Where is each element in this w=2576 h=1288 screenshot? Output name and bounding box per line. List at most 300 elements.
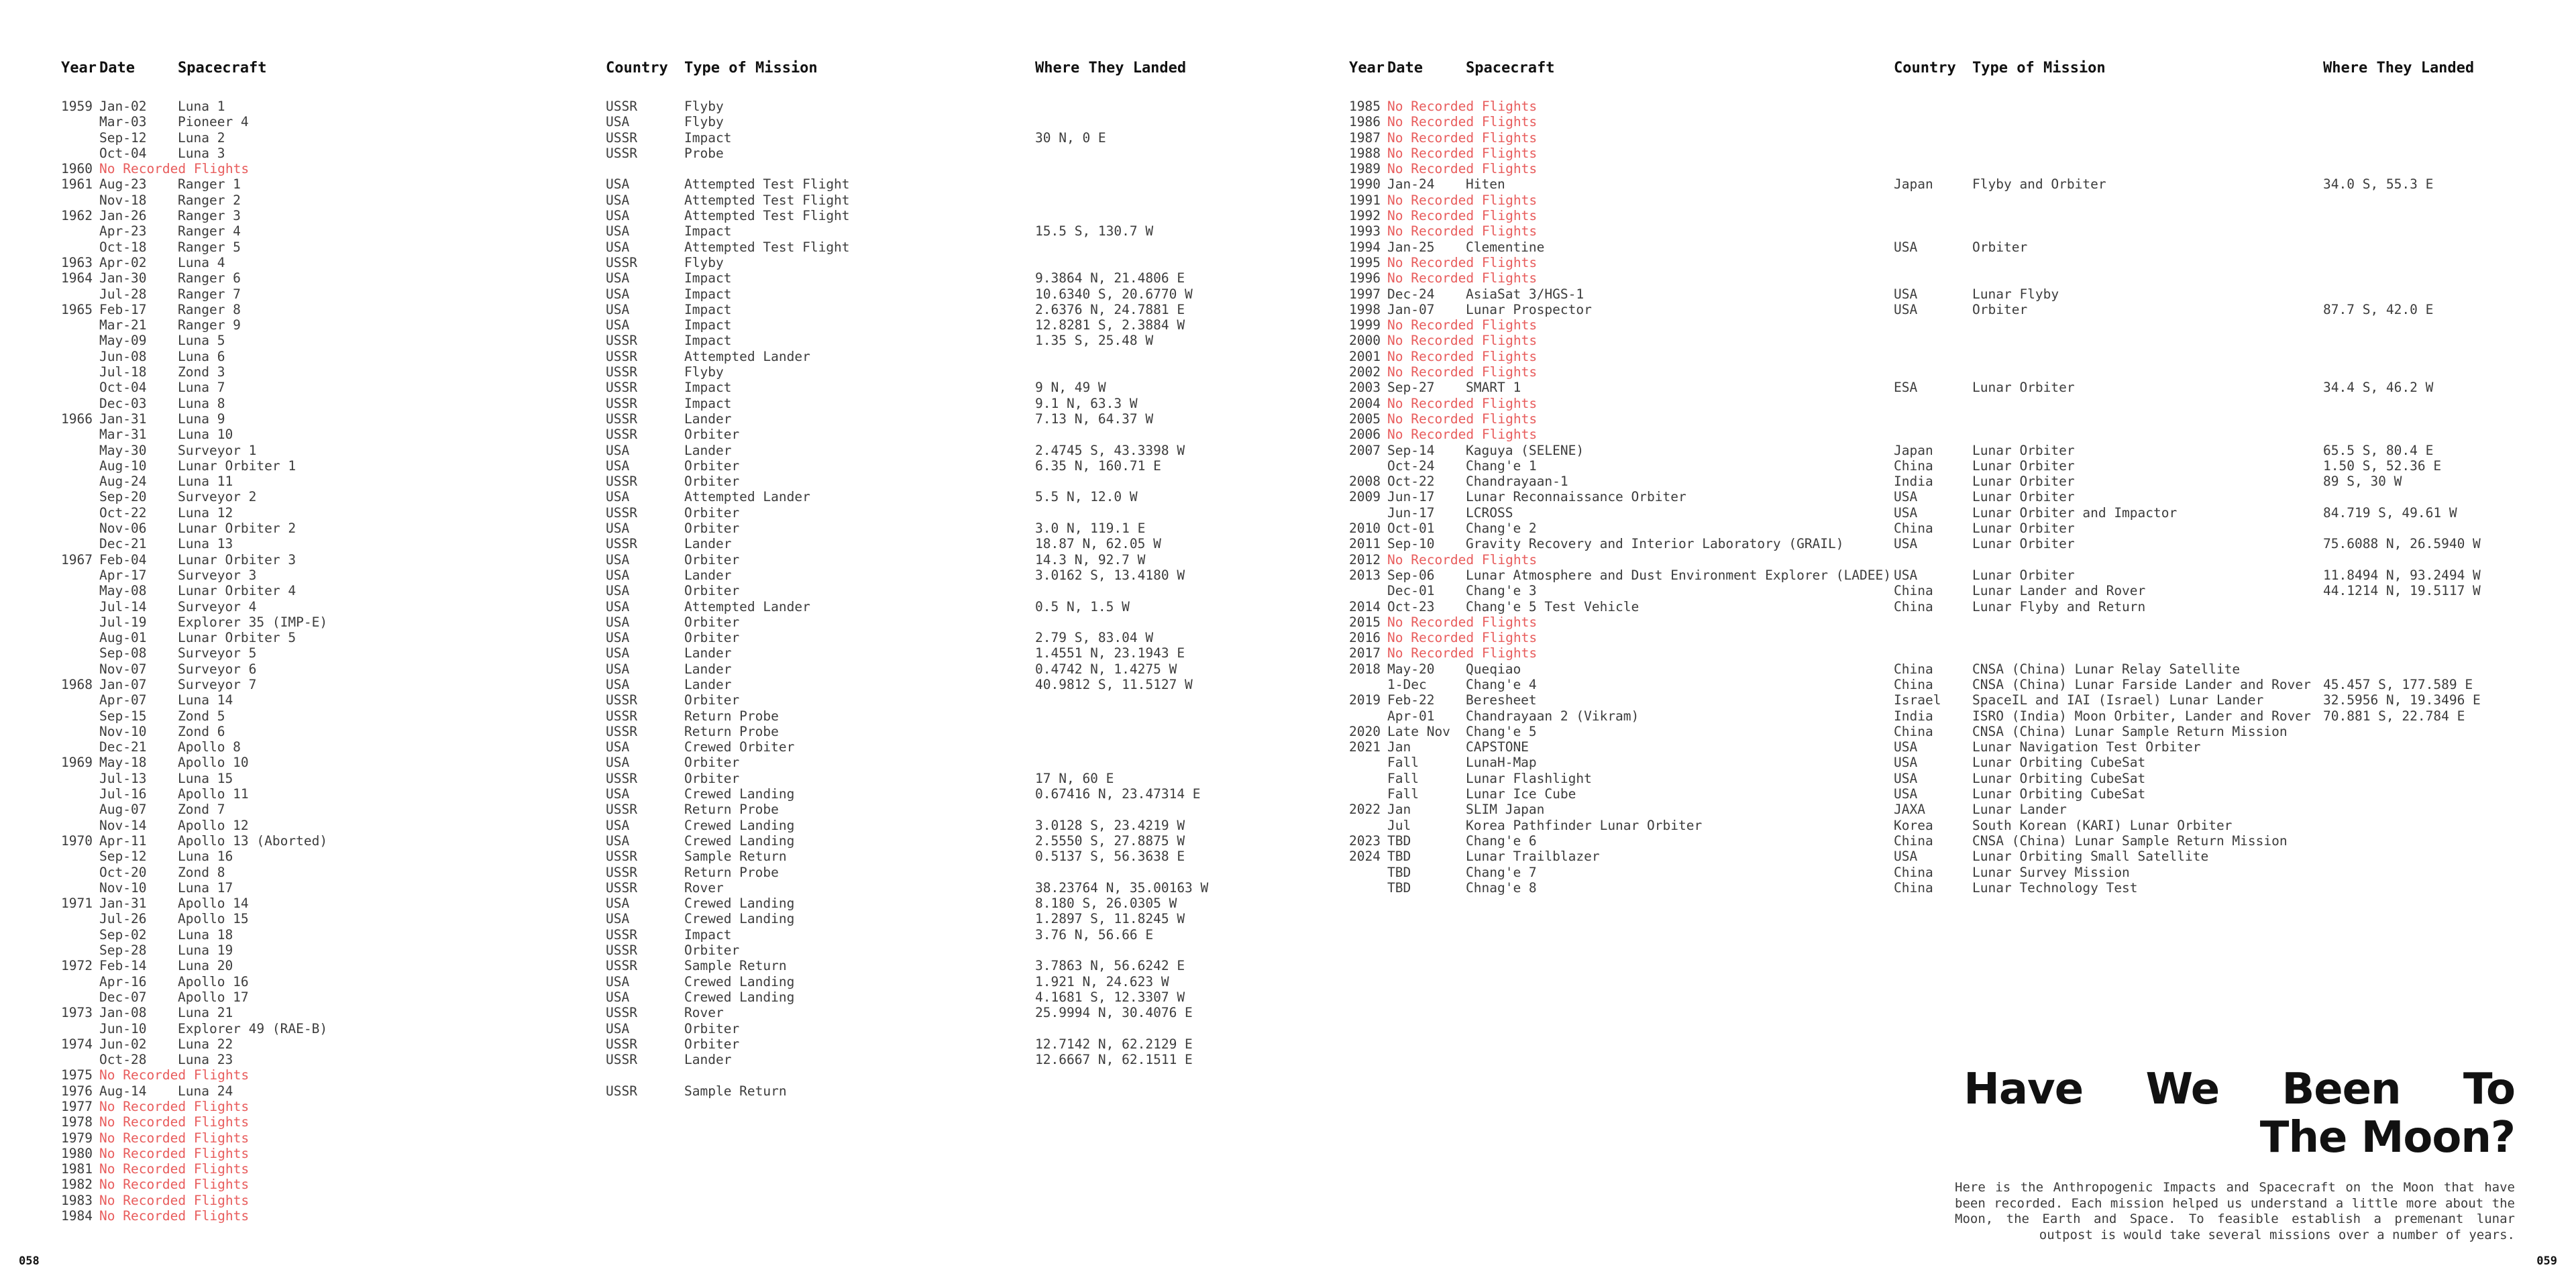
year-cell: 1959 bbox=[61, 99, 93, 114]
no-flights-cell: No Recorded Flights bbox=[1387, 270, 1538, 286]
year-cell: 1995 bbox=[1349, 254, 1381, 270]
landing-cell: 17 N, 60 E bbox=[1035, 770, 1114, 786]
year-cell: 2024 bbox=[1349, 849, 1381, 865]
spacecraft-cell: SMART 1 bbox=[1466, 380, 1521, 396]
mission-type-cell: Lander bbox=[684, 661, 732, 677]
mission-type-cell: Impact bbox=[684, 301, 732, 317]
country-cell: USSR bbox=[606, 1036, 637, 1052]
date-cell: Jun-17 bbox=[1387, 504, 1435, 521]
mission-type-cell: Return Probe bbox=[684, 864, 779, 880]
intro-paragraph: Here is the Anthropogenic Impacts and Spacecraft on the Moon that have been recorded. Each mission helped us understand a little more about the Moon, the Earth and Space. To feasible establish a premenant lunar outpost is would take several missions over a number of years. bbox=[1955, 1180, 2515, 1242]
landing-cell: 84.719 S, 49.61 W bbox=[2323, 504, 2457, 521]
date-cell: Jul-14 bbox=[99, 598, 147, 614]
spacecraft-cell: Luna 11 bbox=[178, 474, 233, 490]
landing-cell: 5.5 N, 12.0 W bbox=[1035, 489, 1138, 505]
country-cell: Japan bbox=[1894, 442, 1933, 458]
date-cell: Dec-21 bbox=[99, 739, 147, 755]
no-flights-cell: No Recorded Flights bbox=[1387, 630, 1538, 646]
no-flights-cell: No Recorded Flights bbox=[1387, 364, 1538, 380]
spacecraft-cell: Surveyor 6 bbox=[178, 661, 257, 677]
country-cell: USA bbox=[606, 911, 630, 927]
year-cell: 1992 bbox=[1349, 208, 1381, 224]
year-cell: 1967 bbox=[61, 551, 93, 568]
mission-type-cell: Flyby bbox=[684, 254, 724, 270]
country-cell: USSR bbox=[606, 474, 637, 490]
mission-type-cell: Flyby and Orbiter bbox=[1972, 176, 2106, 193]
mission-type-cell: Orbiter bbox=[684, 583, 740, 599]
date-cell: Jul-28 bbox=[99, 286, 147, 302]
spacecraft-cell: Chang'e 3 bbox=[1466, 583, 1537, 599]
date-cell: Apr-11 bbox=[99, 833, 147, 849]
no-flights-cell: No Recorded Flights bbox=[1387, 161, 1538, 177]
mission-type-cell: Orbiter bbox=[684, 692, 740, 708]
landing-cell: 3.0128 S, 23.4219 W bbox=[1035, 817, 1185, 833]
spacecraft-cell: Explorer 35 (IMP-E) bbox=[178, 614, 328, 630]
country-cell: China bbox=[1894, 583, 1933, 599]
date-cell: Apr-23 bbox=[99, 223, 147, 239]
mission-type-cell: Crewed Orbiter bbox=[684, 739, 795, 755]
spacecraft-cell: Ranger 5 bbox=[178, 239, 241, 255]
spacecraft-cell: Luna 12 bbox=[178, 504, 233, 521]
country-cell: USSR bbox=[606, 958, 637, 974]
mission-type-cell: Lunar Orbiter bbox=[1972, 489, 2075, 505]
country-cell: USSR bbox=[606, 145, 637, 161]
year-cell: 2007 bbox=[1349, 442, 1381, 458]
year-cell: 1982 bbox=[61, 1177, 93, 1193]
spacecraft-cell: Chang'e 7 bbox=[1466, 864, 1537, 880]
date-cell: Sep-06 bbox=[1387, 567, 1435, 583]
mission-type-cell: Orbiter bbox=[684, 504, 740, 521]
country-cell: USA bbox=[606, 583, 630, 599]
country-cell: USA bbox=[1894, 786, 1918, 802]
mission-type-cell: Lunar Orbiter bbox=[1972, 458, 2075, 474]
year-cell: 1964 bbox=[61, 270, 93, 286]
spacecraft-cell: Beresheet bbox=[1466, 692, 1537, 708]
date-cell: Late Nov bbox=[1387, 723, 1450, 739]
spacecraft-cell: Luna 22 bbox=[178, 1036, 233, 1052]
spacecraft-cell: Luna 5 bbox=[178, 333, 225, 349]
mission-type-cell: Orbiter bbox=[684, 1020, 740, 1036]
mission-type-cell: Crewed Landing bbox=[684, 833, 795, 849]
country-cell: China bbox=[1894, 676, 1933, 692]
year-cell: 1969 bbox=[61, 755, 93, 771]
mission-type-cell: Sample Return bbox=[684, 849, 787, 865]
no-flights-cell: No Recorded Flights bbox=[1387, 395, 1538, 411]
mission-type-cell: Attempted Test Flight bbox=[684, 208, 850, 224]
mission-type-cell: Flyby bbox=[684, 99, 724, 114]
mission-type-cell: Orbiter bbox=[684, 458, 740, 474]
year-cell: 2017 bbox=[1349, 645, 1381, 661]
spacecraft-cell: Luna 6 bbox=[178, 348, 225, 364]
no-flights-cell: No Recorded Flights bbox=[1387, 333, 1538, 349]
year-cell: 1976 bbox=[61, 1083, 93, 1099]
country-cell: USA bbox=[606, 567, 630, 583]
landing-cell: 0.67416 N, 23.47314 E bbox=[1035, 786, 1201, 802]
year-cell: 1965 bbox=[61, 301, 93, 317]
mission-type-cell: CNSA (China) Lunar Relay Satellite bbox=[1972, 661, 2241, 677]
no-flights-cell: No Recorded Flights bbox=[1387, 99, 1538, 114]
country-cell: USA bbox=[606, 192, 630, 208]
spacecraft-cell: Luna 20 bbox=[178, 958, 233, 974]
year-cell: 2002 bbox=[1349, 364, 1381, 380]
country-cell: USA bbox=[1894, 567, 1918, 583]
spacecraft-cell: Lunar Reconnaissance Orbiter bbox=[1466, 489, 1686, 505]
date-cell: Apr-16 bbox=[99, 973, 147, 989]
landing-cell: 34.0 S, 55.3 E bbox=[2323, 176, 2434, 193]
date-cell: Jan-25 bbox=[1387, 239, 1435, 255]
header-country: Country bbox=[1894, 60, 1956, 76]
date-cell: Oct-22 bbox=[1387, 474, 1435, 490]
no-flights-cell: No Recorded Flights bbox=[1387, 427, 1538, 443]
mission-type-cell: Return Probe bbox=[684, 708, 779, 724]
date-cell: Apr-17 bbox=[99, 567, 147, 583]
country-cell: USA bbox=[606, 317, 630, 333]
landing-cell: 12.7142 N, 62.2129 E bbox=[1035, 1036, 1193, 1052]
spacecraft-cell: Surveyor 2 bbox=[178, 489, 257, 505]
year-cell: 1998 bbox=[1349, 301, 1381, 317]
landing-cell: 0.4742 N, 1.4275 W bbox=[1035, 661, 1177, 677]
spacecraft-cell: Luna 13 bbox=[178, 536, 233, 552]
no-flights-cell: No Recorded Flights bbox=[99, 1067, 250, 1083]
date-cell: TBD bbox=[1387, 879, 1411, 896]
date-cell: Nov-06 bbox=[99, 521, 147, 537]
landing-cell: 1.50 S, 52.36 E bbox=[2323, 458, 2442, 474]
year-cell: 1983 bbox=[61, 1192, 93, 1208]
header-spacecraft: Spacecraft bbox=[1466, 60, 1555, 76]
mission-type-cell: Attempted Lander bbox=[684, 489, 810, 505]
year-cell: 1990 bbox=[1349, 176, 1381, 193]
country-cell: USA bbox=[606, 551, 630, 568]
landing-cell: 8.180 S, 26.0305 W bbox=[1035, 896, 1177, 912]
year-cell: 2022 bbox=[1349, 802, 1381, 818]
date-cell: Oct-04 bbox=[99, 380, 147, 396]
landing-cell: 15.5 S, 130.7 W bbox=[1035, 223, 1154, 239]
year-cell: 1978 bbox=[61, 1114, 93, 1130]
header-spacecraft: Spacecraft bbox=[178, 60, 267, 76]
spacecraft-cell: Surveyor 7 bbox=[178, 676, 257, 692]
date-cell: Apr-02 bbox=[99, 254, 147, 270]
date-cell: Jan-31 bbox=[99, 896, 147, 912]
spacecraft-cell: Luna 1 bbox=[178, 99, 225, 114]
year-cell: 1993 bbox=[1349, 223, 1381, 239]
year-cell: 2000 bbox=[1349, 333, 1381, 349]
year-cell: 1980 bbox=[61, 1145, 93, 1161]
page-number-right: 059 bbox=[2536, 1254, 2557, 1268]
country-cell: China bbox=[1894, 864, 1933, 880]
date-cell: TBD bbox=[1387, 864, 1411, 880]
landing-cell: 2.79 S, 83.04 W bbox=[1035, 630, 1154, 646]
date-cell: Jun-10 bbox=[99, 1020, 147, 1036]
mission-type-cell: Orbiter bbox=[1972, 239, 2028, 255]
spacecraft-cell: Ranger 4 bbox=[178, 223, 241, 239]
country-cell: USA bbox=[606, 630, 630, 646]
spacecraft-cell: Korea Pathfinder Lunar Orbiter bbox=[1466, 817, 1703, 833]
mission-type-cell: Lander bbox=[684, 1052, 732, 1068]
year-cell: 2019 bbox=[1349, 692, 1381, 708]
date-cell: Dec-07 bbox=[99, 989, 147, 1005]
date-cell: Sep-20 bbox=[99, 489, 147, 505]
mission-type-cell: CNSA (China) Lunar Farside Lander and Rover bbox=[1972, 676, 2311, 692]
date-cell: TBD bbox=[1387, 833, 1411, 849]
spacecraft-cell: Lunar Orbiter 2 bbox=[178, 521, 297, 537]
spacecraft-cell: Luna 18 bbox=[178, 926, 233, 943]
country-cell: USA bbox=[606, 614, 630, 630]
landing-cell: 44.1214 N, 19.5117 W bbox=[2323, 583, 2481, 599]
mission-type-cell: Rover bbox=[684, 1005, 724, 1021]
mission-type-cell: Lunar Lander and Rover bbox=[1972, 583, 2146, 599]
landing-cell: 3.0162 S, 13.4180 W bbox=[1035, 567, 1185, 583]
mission-type-cell: Impact bbox=[684, 395, 732, 411]
country-cell: USA bbox=[606, 739, 630, 755]
spacecraft-cell: Luna 7 bbox=[178, 380, 225, 396]
mission-type-cell: Impact bbox=[684, 129, 732, 146]
mission-type-cell: ISRO (India) Moon Orbiter, Lander and Rover bbox=[1972, 708, 2311, 724]
date-cell: Jan bbox=[1387, 739, 1411, 755]
spacecraft-cell: Luna 9 bbox=[178, 411, 225, 427]
mission-type-cell: Attempted Test Flight bbox=[684, 176, 850, 193]
date-cell: Jan-31 bbox=[99, 411, 147, 427]
spacecraft-cell: Luna 17 bbox=[178, 879, 233, 896]
mission-type-cell: Orbiter bbox=[684, 614, 740, 630]
year-cell: 1979 bbox=[61, 1130, 93, 1146]
spacecraft-cell: Explorer 49 (RAE-B) bbox=[178, 1020, 328, 1036]
date-cell: Sep-08 bbox=[99, 645, 147, 661]
landing-cell: 75.6088 N, 26.5940 W bbox=[2323, 536, 2481, 552]
country-cell: USA bbox=[606, 1020, 630, 1036]
date-cell: Jan-24 bbox=[1387, 176, 1435, 193]
mission-type-cell: SpaceIL and IAI (Israel) Lunar Lander bbox=[1972, 692, 2264, 708]
country-cell: USA bbox=[606, 208, 630, 224]
spacecraft-cell: Chang'e 2 bbox=[1466, 521, 1537, 537]
date-cell: Oct-04 bbox=[99, 145, 147, 161]
date-cell: May-09 bbox=[99, 333, 147, 349]
country-cell: USA bbox=[606, 521, 630, 537]
year-cell: 2011 bbox=[1349, 536, 1381, 552]
mission-type-cell: Probe bbox=[684, 145, 724, 161]
date-cell: Nov-10 bbox=[99, 879, 147, 896]
spacecraft-cell: Surveyor 3 bbox=[178, 567, 257, 583]
country-cell: USSR bbox=[606, 1052, 637, 1068]
header-country: Country bbox=[606, 60, 668, 76]
date-cell: Jan bbox=[1387, 802, 1411, 818]
mission-type-cell: Lander bbox=[684, 567, 732, 583]
landing-cell: 2.5550 S, 27.8875 W bbox=[1035, 833, 1185, 849]
landing-cell: 12.8281 S, 2.3884 W bbox=[1035, 317, 1185, 333]
year-cell: 2018 bbox=[1349, 661, 1381, 677]
mission-type-cell: Flyby bbox=[684, 364, 724, 380]
landing-cell: 14.3 N, 92.7 W bbox=[1035, 551, 1146, 568]
spacecraft-cell: Surveyor 4 bbox=[178, 598, 257, 614]
country-cell: USSR bbox=[606, 380, 637, 396]
country-cell: USSR bbox=[606, 333, 637, 349]
spacecraft-cell: Apollo 14 bbox=[178, 896, 249, 912]
date-cell: Sep-27 bbox=[1387, 380, 1435, 396]
mission-type-cell: Return Probe bbox=[684, 723, 779, 739]
no-flights-cell: No Recorded Flights bbox=[1387, 223, 1538, 239]
year-cell: 2012 bbox=[1349, 551, 1381, 568]
country-cell: USA bbox=[606, 786, 630, 802]
page-title bbox=[1964, 1065, 2515, 1162]
date-cell: Feb-17 bbox=[99, 301, 147, 317]
title-line-2: The Moon? bbox=[2259, 1113, 2515, 1163]
mission-type-cell: Orbiter bbox=[684, 630, 740, 646]
no-flights-cell: No Recorded Flights bbox=[99, 1177, 250, 1193]
year-cell: 1986 bbox=[1349, 114, 1381, 130]
country-cell: USSR bbox=[606, 536, 637, 552]
spacecraft-cell: Zond 5 bbox=[178, 708, 225, 724]
country-cell: USA bbox=[606, 661, 630, 677]
date-cell: Oct-24 bbox=[1387, 458, 1435, 474]
spacecraft-cell: Apollo 17 bbox=[178, 989, 249, 1005]
mission-type-cell: Orbiter bbox=[684, 755, 740, 771]
country-cell: USA bbox=[1894, 536, 1918, 552]
mission-type-cell: Orbiter bbox=[684, 521, 740, 537]
date-cell: Jan-08 bbox=[99, 1005, 147, 1021]
country-cell: USSR bbox=[606, 692, 637, 708]
spacecraft-cell: Apollo 15 bbox=[178, 911, 249, 927]
year-cell: 1999 bbox=[1349, 317, 1381, 333]
no-flights-cell: No Recorded Flights bbox=[99, 161, 250, 177]
country-cell: USSR bbox=[606, 99, 637, 114]
year-cell: 2008 bbox=[1349, 474, 1381, 490]
mission-type-cell: Lunar Flyby and Return bbox=[1972, 598, 2146, 614]
date-cell: Mar-03 bbox=[99, 114, 147, 130]
spacecraft-cell: Lunar Orbiter 1 bbox=[178, 458, 297, 474]
header-type: Type of Mission bbox=[1972, 60, 2106, 76]
spacecraft-cell: Luna 16 bbox=[178, 849, 233, 865]
title-line-1: Have We Been To bbox=[1964, 1065, 2515, 1114]
date-cell: May-30 bbox=[99, 442, 147, 458]
year-cell: 2005 bbox=[1349, 411, 1381, 427]
country-cell: USA bbox=[606, 973, 630, 989]
year-cell: 1968 bbox=[61, 676, 93, 692]
country-cell: Korea bbox=[1894, 817, 1933, 833]
country-cell: China bbox=[1894, 521, 1933, 537]
mission-type-cell: Impact bbox=[684, 333, 732, 349]
date-cell: Fall bbox=[1387, 786, 1419, 802]
no-flights-cell: No Recorded Flights bbox=[1387, 145, 1538, 161]
country-cell: USSR bbox=[606, 849, 637, 865]
year-cell: 2004 bbox=[1349, 395, 1381, 411]
mission-type-cell: Lunar Orbiter bbox=[1972, 521, 2075, 537]
spacecraft-cell: Clementine bbox=[1466, 239, 1545, 255]
spacecraft-cell: Luna 14 bbox=[178, 692, 233, 708]
spacecraft-cell: Lunar Flashlight bbox=[1466, 770, 1592, 786]
no-flights-cell: No Recorded Flights bbox=[99, 1130, 250, 1146]
country-cell: USSR bbox=[606, 723, 637, 739]
date-cell: Nov-18 bbox=[99, 192, 147, 208]
date-cell: Oct-23 bbox=[1387, 598, 1435, 614]
date-cell: Aug-07 bbox=[99, 802, 147, 818]
mission-type-cell: Lunar Navigation Test Orbiter bbox=[1972, 739, 2201, 755]
spacecraft-cell: Chang'e 1 bbox=[1466, 458, 1537, 474]
mission-type-cell: Impact bbox=[684, 380, 732, 396]
date-cell: Feb-04 bbox=[99, 551, 147, 568]
spacecraft-cell: Ranger 7 bbox=[178, 286, 241, 302]
mission-type-cell: Crewed Landing bbox=[684, 973, 795, 989]
spacecraft-cell: Surveyor 5 bbox=[178, 645, 257, 661]
mission-type-cell: Lander bbox=[684, 411, 732, 427]
mission-type-cell: Crewed Landing bbox=[684, 911, 795, 927]
country-cell: USSR bbox=[606, 926, 637, 943]
spacecraft-cell: LCROSS bbox=[1466, 504, 1513, 521]
date-cell: Jan-02 bbox=[99, 99, 147, 114]
country-cell: USSR bbox=[606, 504, 637, 521]
mission-type-cell: Sample Return bbox=[684, 958, 787, 974]
country-cell: USA bbox=[606, 896, 630, 912]
mission-type-cell: Orbiter bbox=[684, 551, 740, 568]
no-flights-cell: No Recorded Flights bbox=[99, 1145, 250, 1161]
header-landing: Where They Landed bbox=[2323, 60, 2475, 76]
year-cell: 1989 bbox=[1349, 161, 1381, 177]
date-cell: Mar-21 bbox=[99, 317, 147, 333]
spacecraft-cell: Chandrayaan 2 (Vikram) bbox=[1466, 708, 1640, 724]
date-cell: Fall bbox=[1387, 770, 1419, 786]
header-date: Date bbox=[99, 60, 135, 76]
country-cell: USSR bbox=[606, 802, 637, 818]
country-cell: USSR bbox=[606, 1083, 637, 1099]
date-cell: Apr-01 bbox=[1387, 708, 1435, 724]
spacecraft-cell: Pioneer 4 bbox=[178, 114, 249, 130]
spacecraft-cell: Ranger 3 bbox=[178, 208, 241, 224]
date-cell: Aug-24 bbox=[99, 474, 147, 490]
no-flights-cell: No Recorded Flights bbox=[99, 1099, 250, 1114]
country-cell: USA bbox=[606, 176, 630, 193]
spacecraft-cell: Luna 19 bbox=[178, 943, 233, 959]
country-cell: JAXA bbox=[1894, 802, 1925, 818]
no-flights-cell: No Recorded Flights bbox=[99, 1114, 250, 1130]
year-cell: 1962 bbox=[61, 208, 93, 224]
landing-cell: 10.6340 S, 20.6770 W bbox=[1035, 286, 1193, 302]
mission-type-cell: Lunar Orbiter bbox=[1972, 442, 2075, 458]
date-cell: Jun-02 bbox=[99, 1036, 147, 1052]
mission-type-cell: Impact bbox=[684, 223, 732, 239]
spacecraft-cell: Chang'e 4 bbox=[1466, 676, 1537, 692]
landing-cell: 38.23764 N, 35.00163 W bbox=[1035, 879, 1209, 896]
country-cell: USSR bbox=[606, 708, 637, 724]
no-flights-cell: No Recorded Flights bbox=[99, 1161, 250, 1177]
country-cell: USA bbox=[1894, 286, 1918, 302]
spacecraft-cell: Zond 8 bbox=[178, 864, 225, 880]
year-cell: 1996 bbox=[1349, 270, 1381, 286]
mission-type-cell: Sample Return bbox=[684, 1083, 787, 1099]
date-cell: Oct-01 bbox=[1387, 521, 1435, 537]
date-cell: Sep-02 bbox=[99, 926, 147, 943]
mission-type-cell: Lunar Orbiting CubeSat bbox=[1972, 786, 2146, 802]
landing-cell: 45.457 S, 177.589 E bbox=[2323, 676, 2473, 692]
date-cell: Nov-10 bbox=[99, 723, 147, 739]
mission-type-cell: Impact bbox=[684, 317, 732, 333]
year-cell: 1987 bbox=[1349, 129, 1381, 146]
date-cell: Aug-10 bbox=[99, 458, 147, 474]
spacecraft-cell: Chandrayaan-1 bbox=[1466, 474, 1568, 490]
landing-cell: 1.921 N, 24.623 W bbox=[1035, 973, 1169, 989]
country-cell: USSR bbox=[606, 364, 637, 380]
country-cell: USA bbox=[1894, 239, 1918, 255]
date-cell: Sep-10 bbox=[1387, 536, 1435, 552]
date-cell: Jan-30 bbox=[99, 270, 147, 286]
spacecraft-cell: Chang'e 5 bbox=[1466, 723, 1537, 739]
landing-cell: 30 N, 0 E bbox=[1035, 129, 1106, 146]
country-cell: USSR bbox=[606, 254, 637, 270]
no-flights-cell: No Recorded Flights bbox=[1387, 129, 1538, 146]
landing-cell: 1.4551 N, 23.1943 E bbox=[1035, 645, 1185, 661]
country-cell: USSR bbox=[606, 411, 637, 427]
landing-cell: 7.13 N, 64.37 W bbox=[1035, 411, 1154, 427]
country-cell: China bbox=[1894, 833, 1933, 849]
year-cell: 1966 bbox=[61, 411, 93, 427]
spacecraft-cell: Lunar Prospector bbox=[1466, 301, 1592, 317]
